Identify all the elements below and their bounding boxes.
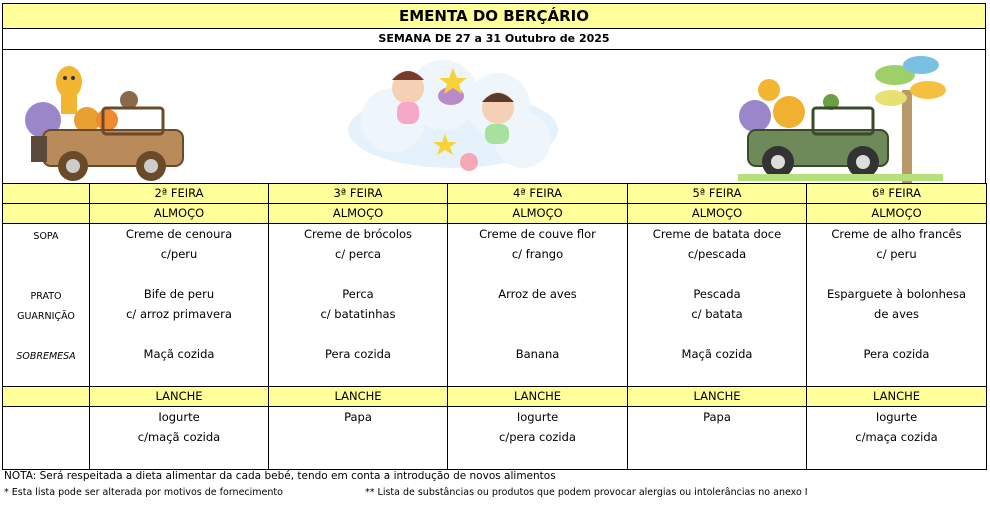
diet-note: NOTA: Será respeitada a dieta alimentar da cada bebé, tendo em conta a introdução de novos alimentos — [4, 470, 556, 482]
lunch-row — [3, 224, 987, 387]
soup-label: SOPA — [33, 231, 59, 242]
snack-label: LANCHE — [448, 387, 628, 407]
main-line: Esparguete à bolonhesa — [827, 287, 966, 301]
main-line: c/ batata — [691, 307, 743, 321]
day-header: 2ª FEIRA — [90, 184, 269, 204]
day-header: 6ª FEIRA — [807, 184, 987, 204]
dessert-line: Pera cozida — [863, 347, 930, 361]
snack-cell — [807, 407, 987, 470]
lunch-cell — [269, 224, 448, 387]
main-line: Pescada — [693, 287, 741, 301]
lunch-label: ALMOÇO — [269, 204, 448, 224]
main-line: Perca — [342, 287, 374, 301]
snack-line: Papa — [703, 410, 731, 424]
snack-label: LANCHE — [807, 387, 987, 407]
day-header: 4ª FEIRA — [448, 184, 628, 204]
soup-line: c/peru — [160, 247, 198, 261]
lunch-header-row — [3, 204, 987, 224]
main-line: c/ arroz primavera — [126, 307, 232, 321]
main-line: de aves — [874, 307, 919, 321]
dessert-line: Pera cozida — [325, 347, 391, 361]
dessert-line: Banana — [515, 347, 560, 361]
snack-line: c/maça cozida — [855, 430, 938, 444]
snack-line: Papa — [344, 410, 372, 424]
header-corner — [3, 204, 90, 224]
day-header: 3ª FEIRA — [269, 184, 448, 204]
decorative-illustrations — [3, 50, 985, 183]
jeep-animals-left-illustration — [25, 66, 183, 181]
illustration-banner — [2, 50, 986, 183]
snack-cell — [90, 407, 269, 470]
allergens-note: ** Lista de substâncias ou produtos que podem provocar alergias ou intolerâncias no anexo I — [365, 487, 808, 498]
snack-cell — [448, 407, 628, 470]
lunch-cell — [448, 224, 628, 387]
cloud-babies-illustration — [348, 60, 558, 171]
snack-label: LANCHE — [90, 387, 269, 407]
lunch-cell — [90, 224, 269, 387]
days-header-row — [3, 184, 987, 204]
main-line — [448, 304, 627, 324]
menu-title: EMENTA DO BERÇÁRIO — [2, 3, 986, 29]
header-corner — [3, 184, 90, 204]
snack-line: c/maçã cozida — [137, 430, 221, 444]
soup-line: Creme de cenoura — [125, 227, 233, 241]
snack-label: LANCHE — [628, 387, 807, 407]
snack-line: c/pera cozida — [499, 430, 576, 444]
soup-line: Creme de alho francês — [831, 227, 962, 241]
header-corner — [3, 387, 90, 407]
soup-line: Creme de brócolos — [304, 227, 412, 241]
lunch-label: ALMOÇO — [628, 204, 807, 224]
snack-cell — [628, 407, 807, 470]
week-subtitle: SEMANA DE 27 a 31 Outubro de 2025 — [2, 29, 986, 50]
soup-line: c/ perca — [334, 247, 382, 261]
soup-line: c/ frango — [511, 247, 564, 261]
main-line: c/ batatinhas — [320, 307, 396, 321]
lunch-cell — [628, 224, 807, 387]
lunch-cell — [807, 224, 987, 387]
main-label: PRATO — [30, 291, 62, 302]
main-line: Arroz de aves — [498, 287, 577, 301]
snack-line: Iogurte — [158, 410, 200, 424]
snack-corner — [3, 407, 90, 470]
soup-line: c/ peru — [876, 247, 917, 261]
side-label: GUARNIÇÃO — [17, 311, 75, 322]
dessert-line: Maçã cozida — [681, 347, 753, 361]
day-header: 5ª FEIRA — [628, 184, 807, 204]
main-line: Bife de peru — [143, 287, 215, 301]
jeep-palm-right-illustration — [738, 56, 946, 183]
dessert-label: SOBREMESA — [16, 351, 76, 362]
snack-line: Iogurte — [516, 410, 559, 424]
lunch-label: ALMOÇO — [90, 204, 269, 224]
lunch-label: ALMOÇO — [807, 204, 987, 224]
snack-header-row — [3, 387, 987, 407]
snack-line: Iogurte — [875, 410, 918, 424]
supply-note: * Esta lista pode ser alterada por motivos de fornecimento — [4, 487, 283, 498]
soup-line: c/pescada — [687, 247, 747, 261]
row-labels — [3, 224, 90, 387]
soup-line: Creme de couve flor — [479, 227, 596, 241]
snack-label: LANCHE — [269, 387, 448, 407]
snack-cell — [269, 407, 448, 470]
menu-table — [2, 183, 987, 470]
snack-row — [3, 407, 987, 470]
dessert-line: Maçã cozida — [143, 347, 215, 361]
soup-line: Creme de batata doce — [652, 227, 782, 241]
lunch-label: ALMOÇO — [448, 204, 628, 224]
